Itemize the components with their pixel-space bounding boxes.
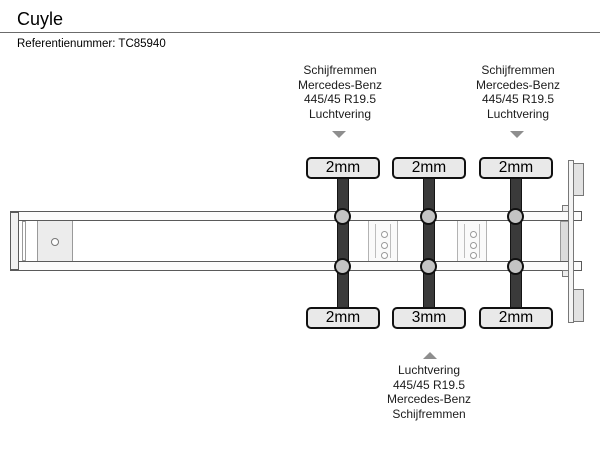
cross-member-web: [464, 224, 480, 258]
rear-flap: [573, 289, 584, 322]
arrow-down-icon: [510, 131, 524, 138]
annotation-axle-3: [433, 63, 600, 121]
wheel-hub: [420, 208, 437, 225]
bolt-hole: [381, 252, 388, 259]
annotation-line: Mercedes-Benz: [297, 77, 383, 92]
cross-member-web: [375, 224, 391, 258]
page-title: Cuyle: [17, 9, 64, 29]
wheel-hub: [507, 208, 524, 225]
front-bulkhead: [22, 221, 26, 261]
annotation-line: Luchtvering: [308, 106, 372, 121]
annotation-axle-1: [255, 63, 425, 121]
arrow-down-icon: [332, 131, 346, 138]
wheel-hub: [334, 258, 351, 275]
arrow-up-icon: [423, 352, 437, 359]
tread-depth-badge-axle2-top: 2mm: [392, 157, 466, 179]
annotation-line: Schijfremmen: [303, 63, 377, 77]
wheel-hub: [420, 258, 437, 275]
bolt-hole: [381, 242, 388, 249]
tread-depth-badge-axle1-bottom: 2mm: [306, 307, 380, 329]
reference-number: Referentienummer: TC85940: [17, 38, 166, 50]
annotation-line: Schijfremmen: [392, 406, 466, 421]
bolt-hole: [381, 231, 388, 238]
front-end-cap: [10, 212, 19, 270]
tread-depth-badge-axle1-top: 2mm: [306, 157, 380, 179]
bolt-hole: [470, 231, 477, 238]
annotation-line: Schijfremmen: [481, 63, 555, 77]
tread-depth-badge-axle3-bottom: 2mm: [479, 307, 553, 329]
tread-depth-badge-axle2-bottom: 3mm: [392, 307, 466, 329]
axle-2-bar: [423, 178, 435, 308]
wheel-hub: [334, 208, 351, 225]
annotation-line: Luchtvering: [486, 106, 550, 121]
chassis-rail-bottom: [10, 261, 582, 271]
cross-member: [368, 220, 398, 262]
annotation-line: Mercedes-Benz: [475, 77, 561, 92]
axle-3-bar: [510, 178, 522, 308]
annotation-line: 445/45 R19.5: [303, 92, 377, 106]
annotation-line: 445/45 R19.5: [481, 92, 555, 106]
wheel-hub: [507, 258, 524, 275]
axle-1-bar: [337, 178, 349, 308]
kingpin: [51, 238, 59, 246]
annotation-line: Luchtvering: [397, 363, 461, 377]
rear-flap: [573, 163, 584, 196]
cross-member: [457, 220, 487, 262]
bolt-hole: [470, 242, 477, 249]
bolt-hole: [470, 252, 477, 259]
chassis-rail-top: [10, 211, 582, 221]
header-divider: [0, 32, 600, 33]
annotation-line: Mercedes-Benz: [386, 392, 472, 406]
annotation-axle-2: [344, 363, 514, 421]
tread-depth-badge-axle3-top: 2mm: [479, 157, 553, 179]
annotation-line: 445/45 R19.5: [392, 377, 466, 392]
